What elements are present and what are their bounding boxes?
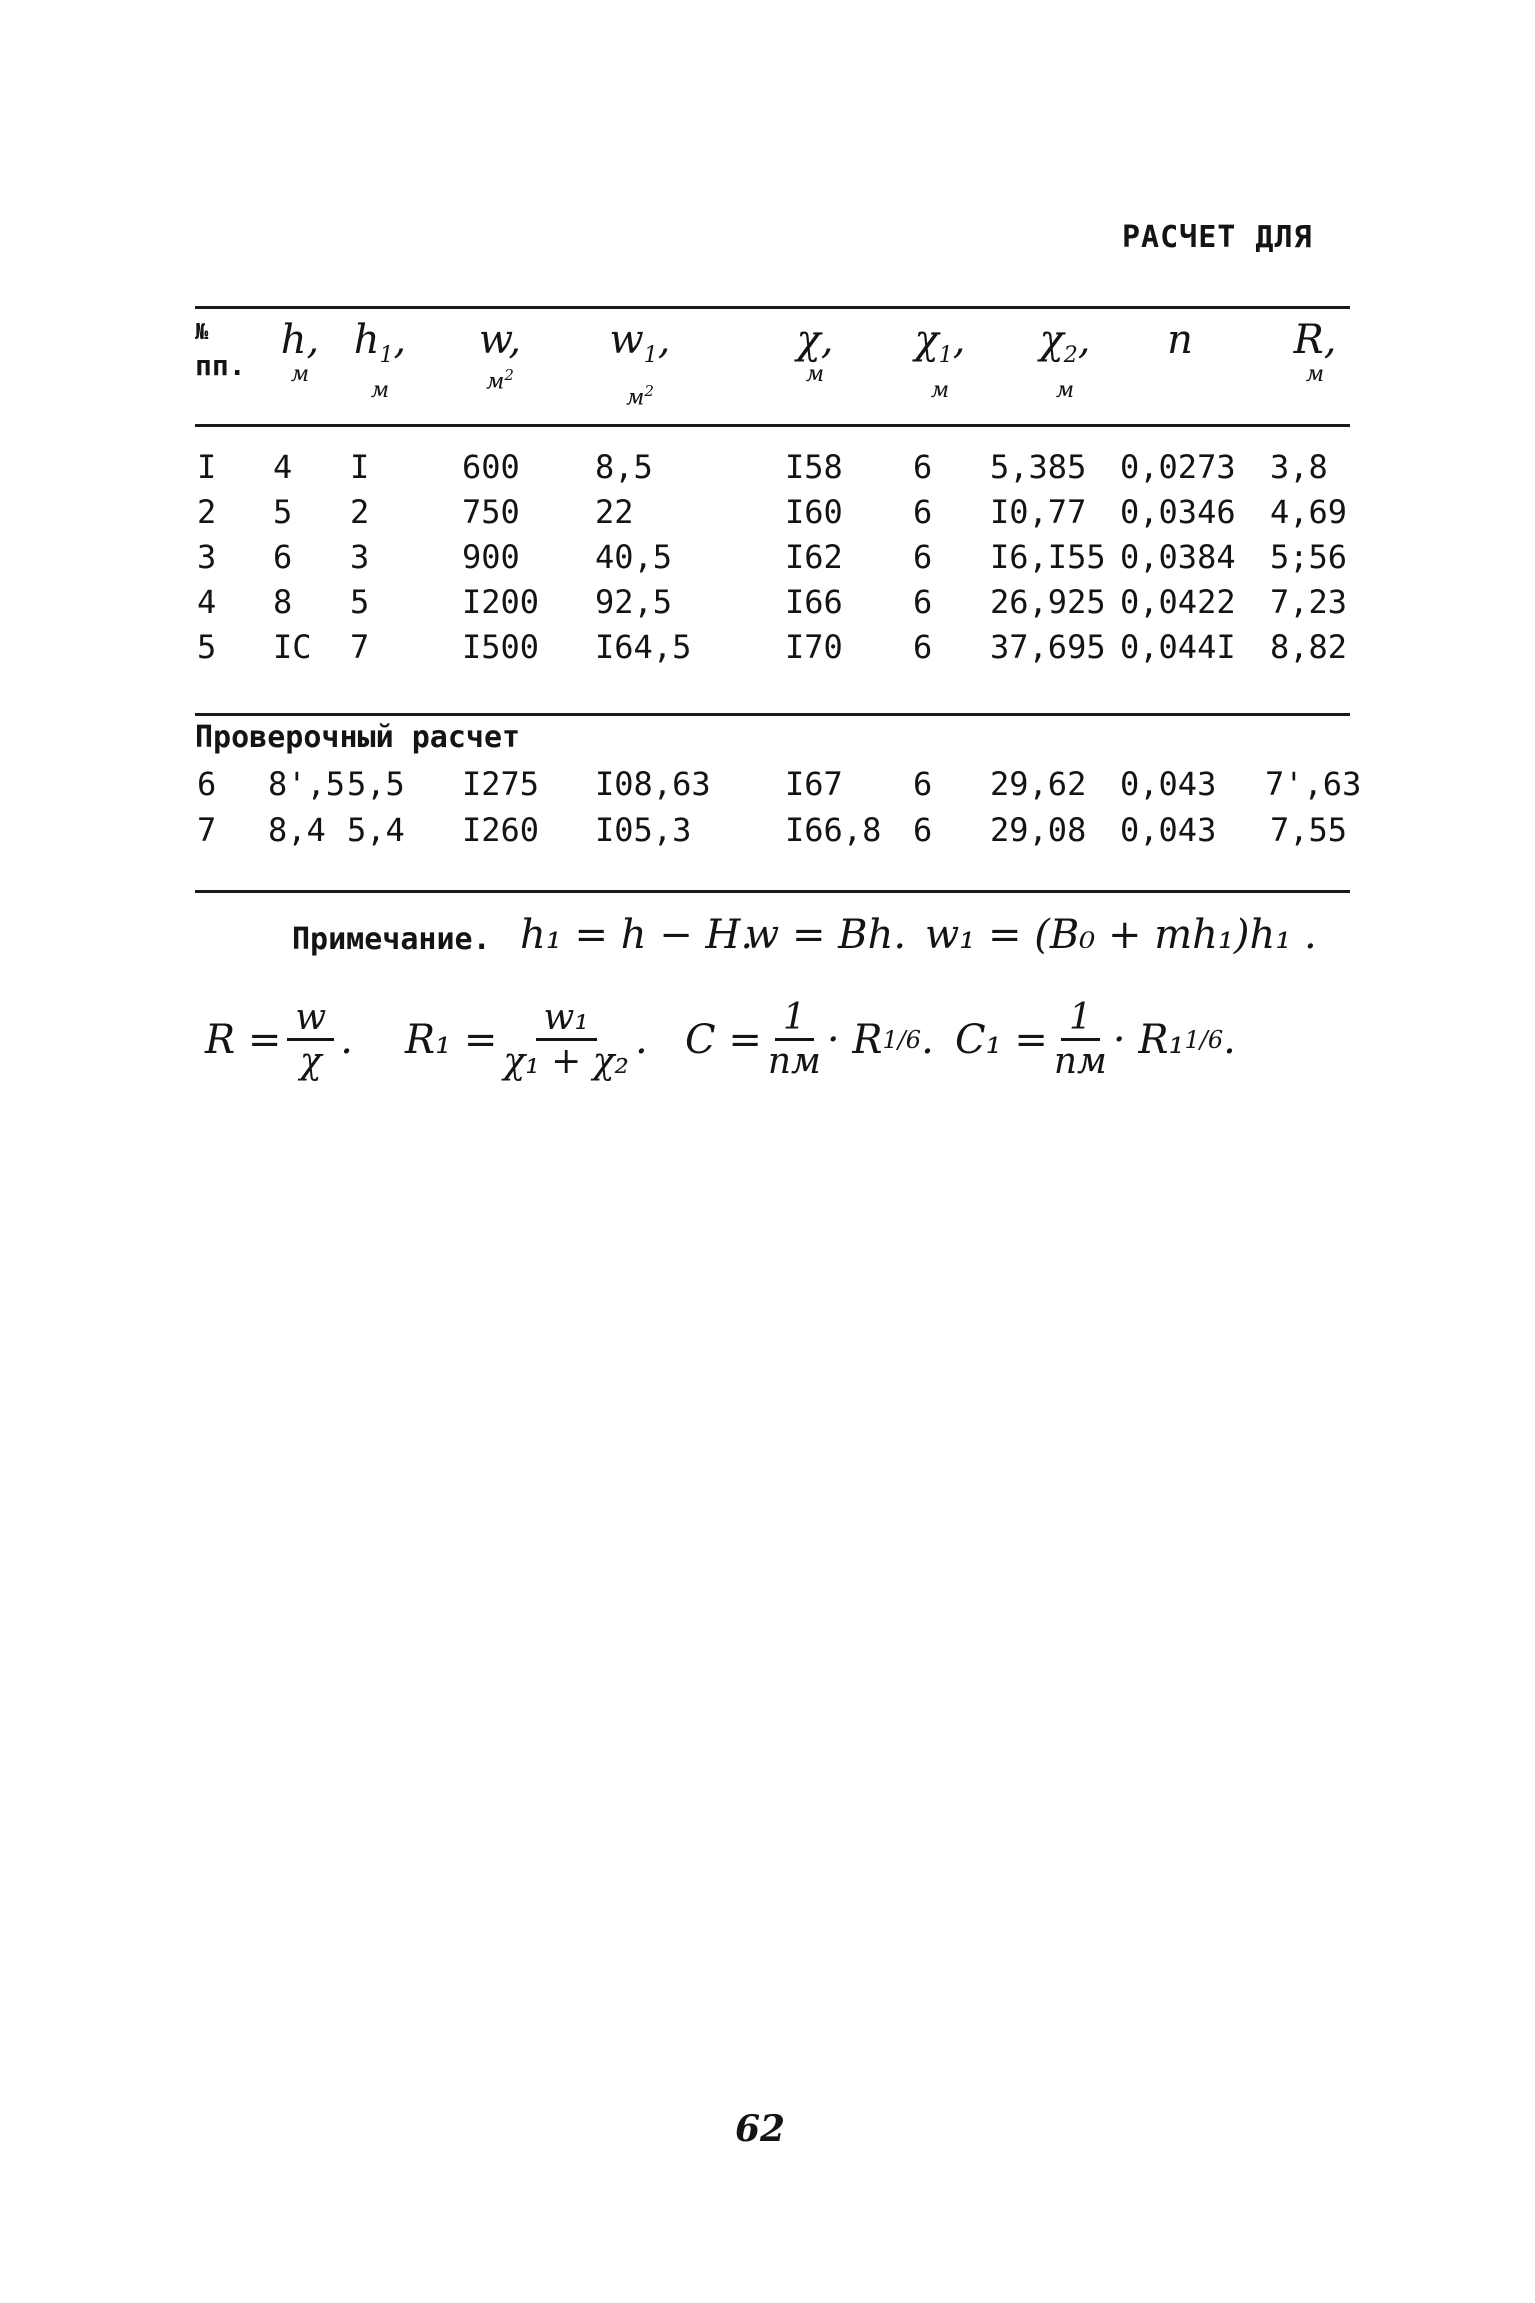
- page-heading: РАСЧЕТ ДЛЯ: [1122, 220, 1313, 255]
- cell-h1: 5: [350, 583, 370, 621]
- cell-h: 8: [273, 583, 293, 621]
- formula-C1: [955, 990, 1236, 1090]
- formula-C-end: .: [921, 1017, 934, 1063]
- header-w1-symbol: w: [609, 317, 644, 363]
- header-w-symbol: w: [478, 317, 509, 363]
- cell-h1: 5,4: [347, 811, 405, 849]
- header-chi1-unit: м: [930, 378, 950, 403]
- cell-h1: 3: [350, 538, 370, 576]
- cell-n: 0,0422: [1120, 583, 1236, 621]
- cell-w1: 92,5: [595, 583, 673, 621]
- cell-R: 8,82: [1270, 628, 1348, 666]
- header-h1-symbol: h: [353, 317, 380, 363]
- cell-n: 0,0273: [1120, 448, 1236, 486]
- column-header-w1: $w_1$, $м^2$: [609, 317, 671, 411]
- table-row: [0, 445, 1535, 489]
- table-top-rule: [195, 306, 1350, 309]
- cell-chi1: 6: [913, 628, 933, 666]
- column-header-chi2: $\chi_2$, м: [1020, 318, 1110, 404]
- header-w1-unit-sup: 2: [644, 382, 654, 400]
- column-header-chi1: $\chi_1$, м: [900, 318, 980, 404]
- cell-R: 3,8: [1270, 448, 1328, 486]
- table-row: [0, 625, 1535, 669]
- cell-w1: I08,63: [595, 765, 711, 803]
- cell-chi1: 6: [913, 583, 933, 621]
- header-chi-symbol: χ: [796, 317, 821, 363]
- cell-chi1: 6: [913, 538, 933, 576]
- header-number-symbol: №: [195, 320, 209, 345]
- formula-C1-denominator: nм: [1053, 1040, 1107, 1082]
- cell-n: 0,044I: [1120, 628, 1236, 666]
- formula-R-denominator: χ: [299, 1040, 322, 1082]
- cell-chi: I62: [785, 538, 843, 576]
- note-label: Примечание.: [292, 922, 491, 957]
- formula-R: [205, 990, 353, 1090]
- cell-h: IC: [273, 628, 312, 666]
- formula-R1-end: .: [634, 1017, 648, 1063]
- cell-h1: I: [350, 448, 370, 486]
- formula-w: w = Bh.: [745, 912, 907, 958]
- cell-w: I500: [462, 628, 540, 666]
- cell-n: 0,043: [1120, 811, 1217, 849]
- cell-chi: I70: [785, 628, 843, 666]
- cell-chi2: I6,I55: [990, 538, 1106, 576]
- cell-chi: I67: [785, 765, 843, 803]
- formula-R-lhs: R =: [205, 1017, 282, 1063]
- header-w1-unit: м: [626, 385, 645, 411]
- cell-chi: I60: [785, 493, 843, 531]
- header-h-symbol: h: [280, 317, 307, 363]
- cell-number: 4: [197, 583, 217, 621]
- header-w-unit-sup: 2: [504, 366, 514, 384]
- cell-chi2: 29,08: [990, 811, 1087, 849]
- formula-w1: w₁ = (B₀ + mh₁)h₁ .: [925, 912, 1317, 958]
- formula-h1: h₁ = h − H.: [520, 912, 754, 958]
- cell-chi2: 26,925: [990, 583, 1106, 621]
- cell-number: 6: [197, 765, 217, 803]
- formula-R1-lhs: R₁ =: [405, 1017, 498, 1063]
- cell-w: 750: [462, 493, 520, 531]
- header-w1-sub: 1: [643, 343, 658, 368]
- cell-chi: I66: [785, 583, 843, 621]
- header-R-symbol: R: [1293, 317, 1324, 363]
- cell-w1: 22: [595, 493, 634, 531]
- cell-w1: I64,5: [595, 628, 692, 666]
- formula-R-numerator: w: [287, 998, 334, 1041]
- cell-w1: 40,5: [595, 538, 673, 576]
- cell-w: I260: [462, 811, 540, 849]
- header-chi2-sub: 2: [1063, 343, 1078, 368]
- cell-number: 2: [197, 493, 217, 531]
- cell-number: 5: [197, 628, 217, 666]
- header-h1-sub: 1: [379, 343, 394, 368]
- cell-n: 0,0346: [1120, 493, 1236, 531]
- header-h-unit: м: [290, 362, 310, 387]
- cell-chi: I58: [785, 448, 843, 486]
- formula-R1-denominator: χ₁ + χ₂: [503, 1040, 629, 1082]
- header-R-unit: м: [1305, 362, 1325, 387]
- formula-C1-exponent: 1/6: [1184, 1026, 1224, 1054]
- cell-h: 4: [273, 448, 293, 486]
- header-h1-unit: м: [370, 378, 390, 403]
- formula-C-exponent: 1/6: [882, 1026, 922, 1054]
- cell-n: 0,0384: [1120, 538, 1236, 576]
- cell-R: 7,23: [1270, 583, 1348, 621]
- cell-R: 7',63: [1265, 765, 1362, 803]
- cell-w1: I05,3: [595, 811, 692, 849]
- cell-h: 5: [273, 493, 293, 531]
- formula-C1-rest: · R₁: [1112, 1017, 1185, 1063]
- header-n-symbol: n: [1167, 317, 1193, 363]
- cell-R: 5;56: [1270, 538, 1348, 576]
- column-header-w: w, $м^2$: [478, 317, 522, 395]
- cell-h: 6: [273, 538, 293, 576]
- formula-C1-lhs: C₁ =: [955, 1017, 1048, 1063]
- cell-h1: 7: [350, 628, 370, 666]
- cell-h1: 2: [350, 493, 370, 531]
- column-header-n: [1150, 318, 1210, 362]
- formula-R-end: .: [340, 1017, 353, 1063]
- cell-chi1: 6: [913, 765, 933, 803]
- header-chi1-sub: 1: [938, 343, 953, 368]
- formula-C-lhs: C =: [685, 1017, 762, 1063]
- formula-C-fraction: [768, 998, 821, 1083]
- cell-w: 900: [462, 538, 520, 576]
- header-chi2-symbol: χ: [1039, 317, 1064, 363]
- cell-w: 600: [462, 448, 520, 486]
- column-header-h1: $h_1$, м: [345, 318, 415, 404]
- cell-chi2: I0,77: [990, 493, 1087, 531]
- formula-C-rest: · R: [826, 1017, 883, 1063]
- header-chi1-symbol: χ: [914, 317, 939, 363]
- cell-w: I275: [462, 765, 540, 803]
- cell-number: 7: [197, 811, 217, 849]
- cell-number: I: [197, 448, 217, 486]
- cell-chi1: 6: [913, 811, 933, 849]
- cell-chi1: 6: [913, 448, 933, 486]
- formula-C1-numerator: 1: [1061, 998, 1100, 1041]
- cell-n: 0,043: [1120, 765, 1217, 803]
- check-section-label: Проверочный расчет: [195, 720, 521, 755]
- cell-w1: 8,5: [595, 448, 653, 486]
- table-row: [0, 490, 1535, 534]
- cell-chi: I66,8: [785, 811, 882, 849]
- formula-C-denominator: nм: [767, 1040, 821, 1082]
- cell-R: 7,55: [1270, 811, 1348, 849]
- cell-R: 4,69: [1270, 493, 1348, 531]
- formula-C-numerator: 1: [775, 998, 814, 1041]
- cell-chi2: 29,62: [990, 765, 1087, 803]
- page-number: 62: [735, 2108, 786, 2150]
- cell-h1: 5,5: [347, 765, 405, 803]
- table-row: [0, 580, 1535, 624]
- cell-number: 3: [197, 538, 217, 576]
- table-bottom-rule: [195, 890, 1350, 893]
- table-row: [0, 762, 1535, 806]
- cell-w: I200: [462, 583, 540, 621]
- formula-R1-fraction: [503, 998, 629, 1083]
- section-rule: [195, 713, 1350, 716]
- cell-h: 8,4: [268, 811, 326, 849]
- column-header-chi: χ, м: [780, 318, 850, 388]
- header-number-unit: пп.: [195, 349, 246, 382]
- cell-chi1: 6: [913, 493, 933, 531]
- column-header-R: R, м: [1280, 318, 1350, 388]
- header-w-unit: м: [486, 369, 505, 395]
- formula-C1-end: .: [1223, 1017, 1236, 1063]
- formula-R1-numerator: w₁: [536, 998, 597, 1041]
- table-row: [0, 808, 1535, 852]
- header-chi-unit: м: [805, 362, 825, 387]
- formula-C: [685, 990, 934, 1090]
- formula-R1: [405, 990, 648, 1090]
- formula-C1-fraction: [1054, 998, 1107, 1083]
- cell-h: 8',5: [268, 765, 346, 803]
- column-header-h: h, м: [270, 318, 330, 388]
- cell-chi2: 5,385: [990, 448, 1087, 486]
- cell-chi2: 37,695: [990, 628, 1106, 666]
- header-chi2-unit: м: [1055, 378, 1075, 403]
- formula-R-fraction: [287, 998, 334, 1083]
- column-header-number: [195, 318, 265, 384]
- table-row: [0, 535, 1535, 579]
- header-bottom-rule: [195, 424, 1350, 427]
